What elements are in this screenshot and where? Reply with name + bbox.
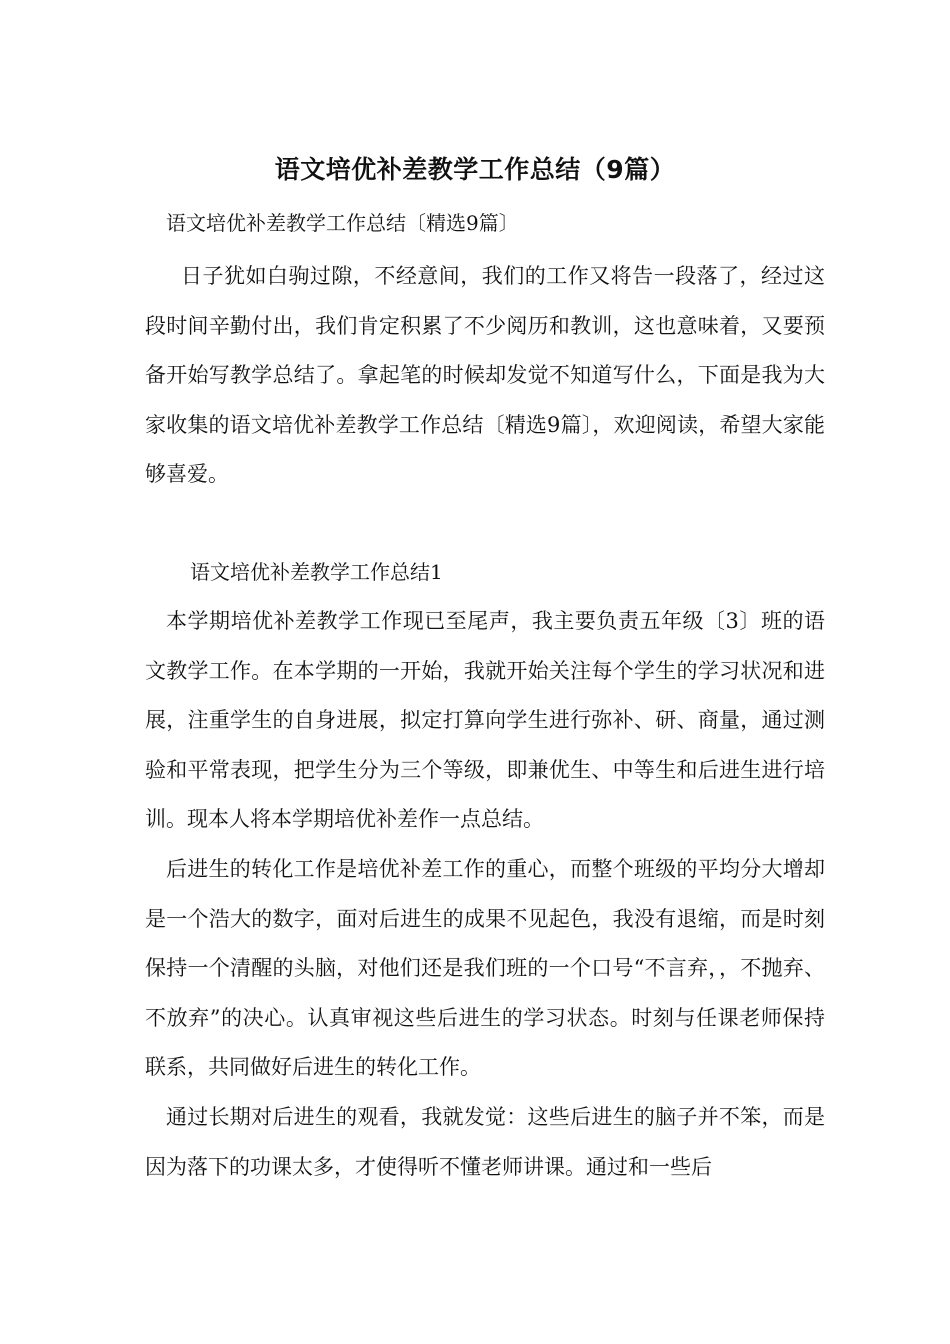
- document-title: 语文培优补差教学工作总结（9篇）: [274, 155, 676, 184]
- body-paragraph: 本学期培优补差教学工作现已至尾声，我主要负责五年级〔3〕班的语文教学工作。在本学期的一开始，我就开始关注每个学生的学习状况和进展，注重学生的自身进展，拟定打算向学生进行弥补、研、商量，通过测验和平常表现，把学生分为三个等级，即兼优生、中等生和后进生进行培训。现本人将本学期培优补差作一点总结。: [145, 609, 825, 831]
- body-paragraph: 通过长期对后进生的观看，我就发觉：这些后进生的脑子并不笨，而是因为落下的功课太多，才使得听不懂老师讲课。通过和一些后: [145, 1105, 825, 1179]
- section-heading: 语文培优补差教学工作总结1: [190, 560, 443, 584]
- body-paragraph: 后进生的转化工作是培优补差工作的重心，而整个班级的平均分大增却是一个浩大的数字，面对后进生的成果不见起色，我没有退缩，而是时刻保持一个清醒的头脑，对他们还是我们班的一个口号“不言弃，，不抛弃、不放弃”的决心。认真审视这些后进生的学习状态。时刻与任课老师保持联系，共同做好后进生的转化工作。: [145, 857, 825, 1079]
- document-subtitle: 语文培优补差教学工作总结〔精选9篇〕: [166, 211, 519, 235]
- intro-paragraph: 日子犹如白驹过隙，不经意间，我们的工作又将告一段落了，经过这段时间辛勤付出，我们肯定积累了不少阅历和教训，这也意味着，又要预备开始写教学总结了。拿起笔的时候却发觉不知道写什么，下面是我为大家收集的语文培优补差教学工作总结〔精选9篇〕，欢迎阅读，希望大家能够喜爱。: [145, 264, 825, 486]
